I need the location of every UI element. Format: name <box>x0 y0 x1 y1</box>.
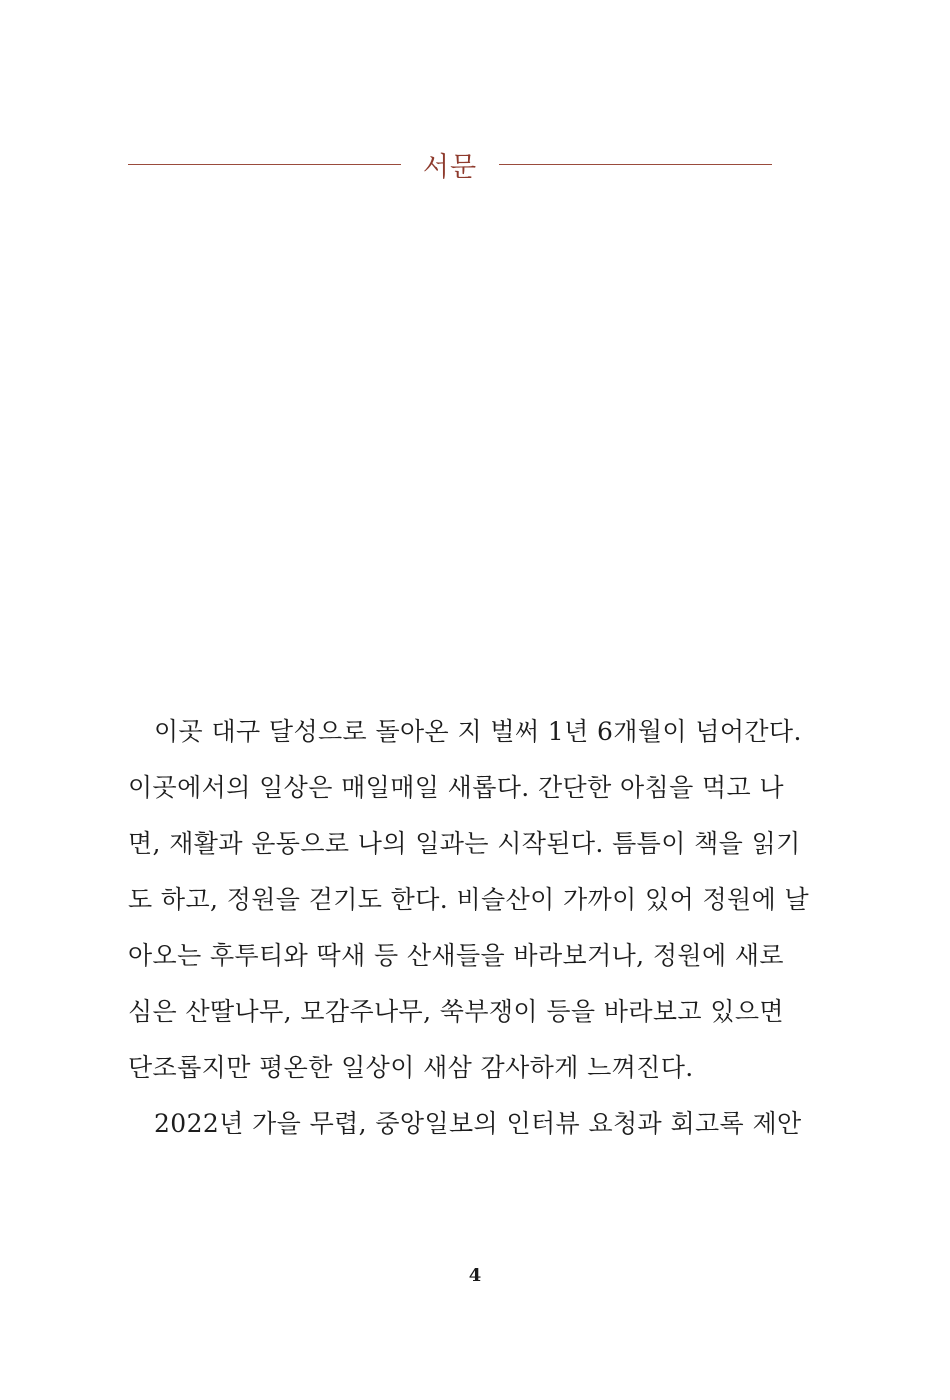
text-line: 단조롭지만 평온한 일상이 새삼 감사하게 느껴진다. <box>128 1053 694 1082</box>
paragraph-1 <box>128 704 810 1096</box>
section-title: 서문 <box>422 151 478 183</box>
text-line: 도 하고, 정원을 걷기도 한다. 비슬산이 가까이 있어 정원에 날 <box>128 885 810 914</box>
text-line: 이곳 대구 달성으로 돌아온 지 벌써 1년 6개월이 넘어간다. <box>154 717 802 746</box>
body-text <box>128 704 810 1152</box>
text-line: 2022년 가을 무렵, 중앙일보의 인터뷰 요청과 회고록 제안 <box>154 1109 802 1138</box>
text-line: 이곳에서의 일상은 매일매일 새롭다. 간단한 아침을 먹고 나 <box>128 773 784 802</box>
page-number: 4 <box>468 1265 482 1286</box>
text-line: 심은 산딸나무, 모감주나무, 쑥부쟁이 등을 바라보고 있으면 <box>128 997 784 1026</box>
header-rule-right <box>499 164 772 165</box>
section-header <box>128 146 772 182</box>
text-line: 아오는 후투티와 딱새 등 산새들을 바라보거나, 정원에 새로 <box>128 941 784 970</box>
paragraph-2 <box>128 1096 802 1152</box>
header-rule-left <box>128 164 401 165</box>
text-line: 면, 재활과 운동으로 나의 일과는 시작된다. 틈틈이 책을 읽기 <box>128 829 801 858</box>
